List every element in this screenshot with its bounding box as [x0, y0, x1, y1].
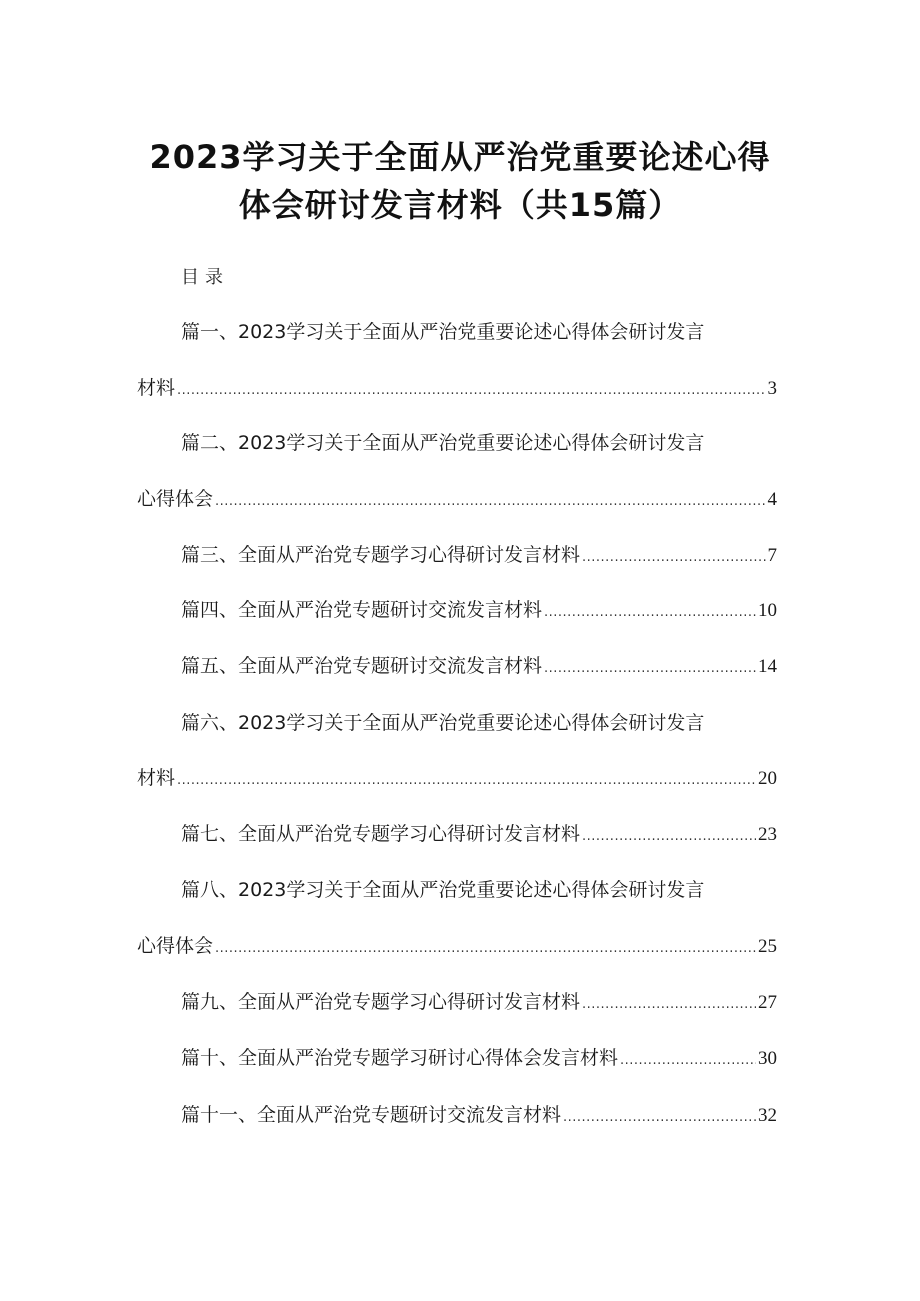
toc-page-number: 23 — [758, 824, 777, 845]
toc-entry-9[interactable] — [181, 988, 777, 1016]
toc-entry-text: 篇五、全面从严治党专题研讨交流发言材料 — [181, 655, 543, 677]
toc-page-number: 14 — [758, 656, 777, 677]
toc-heading: 目录 — [181, 267, 229, 288]
dot-leader — [582, 544, 765, 572]
toc-entry-text: 材料 — [137, 377, 176, 399]
toc-entry-2-line-2[interactable] — [137, 485, 777, 513]
dot-leader — [177, 377, 765, 405]
toc-page-number: 7 — [767, 545, 777, 566]
toc-entry-text: 心得体会 — [137, 488, 214, 510]
document-title-line-2: 体会研讨发言材料（共15篇） — [238, 186, 682, 224]
toc-page-number: 4 — [767, 489, 777, 510]
toc-entry-3[interactable] — [181, 541, 777, 569]
toc-page-number: 30 — [758, 1048, 777, 1069]
toc-entry-text: 篇十、全面从严治党专题学习研讨心得体会发言材料 — [181, 1047, 619, 1069]
toc-entry-1-line-2[interactable] — [137, 374, 777, 402]
toc-entry-8-line-2[interactable] — [137, 932, 777, 960]
toc-entry-6-line-2[interactable] — [137, 764, 777, 792]
toc-entry-7[interactable] — [181, 820, 777, 848]
dot-leader — [215, 935, 756, 963]
toc-entry-text: 心得体会 — [137, 935, 214, 957]
toc-page-number: 10 — [758, 600, 777, 621]
toc-entry-8-line-1[interactable]: 篇八、2023学习关于全面从严治党重要论述心得体会研讨发言 — [181, 879, 705, 901]
toc-entry-text: 篇九、全面从严治党专题学习心得研讨发言材料 — [181, 991, 581, 1013]
toc-page-number: 3 — [767, 378, 777, 399]
toc-entry-2-line-1[interactable]: 篇二、2023学习关于全面从严治党重要论述心得体会研讨发言 — [181, 432, 705, 454]
dot-leader — [544, 655, 756, 683]
toc-entry-4[interactable] — [181, 596, 777, 624]
dot-leader — [177, 767, 756, 795]
toc-entry-6-line-1[interactable]: 篇六、2023学习关于全面从严治党重要论述心得体会研讨发言 — [181, 712, 705, 734]
dot-leader — [620, 1047, 756, 1075]
dot-leader — [582, 823, 756, 851]
toc-entry-10[interactable] — [181, 1044, 777, 1072]
toc-entry-text: 篇三、全面从严治党专题学习心得研讨发言材料 — [181, 544, 581, 566]
dot-leader — [563, 1104, 756, 1132]
toc-entry-11[interactable] — [181, 1101, 777, 1129]
toc-page-number: 20 — [758, 768, 777, 789]
toc-entry-text: 材料 — [137, 767, 176, 789]
toc-page-number: 27 — [758, 992, 777, 1013]
toc-page-number: 25 — [758, 936, 777, 957]
dot-leader — [544, 599, 756, 627]
toc-page-number: 32 — [758, 1105, 777, 1126]
toc-entry-text: 篇七、全面从严治党专题学习心得研讨发言材料 — [181, 823, 581, 845]
toc-entry-text: 篇四、全面从严治党专题研讨交流发言材料 — [181, 599, 543, 621]
toc-entry-text: 篇十一、全面从严治党专题研讨交流发言材料 — [181, 1104, 562, 1126]
dot-leader — [215, 488, 765, 516]
dot-leader — [582, 991, 756, 1019]
document-title-line-1: 2023学习关于全面从严治党重要论述心得 — [149, 138, 771, 176]
toc-entry-5[interactable] — [181, 652, 777, 680]
toc-entry-1-line-1[interactable]: 篇一、2023学习关于全面从严治党重要论述心得体会研讨发言 — [181, 321, 705, 343]
